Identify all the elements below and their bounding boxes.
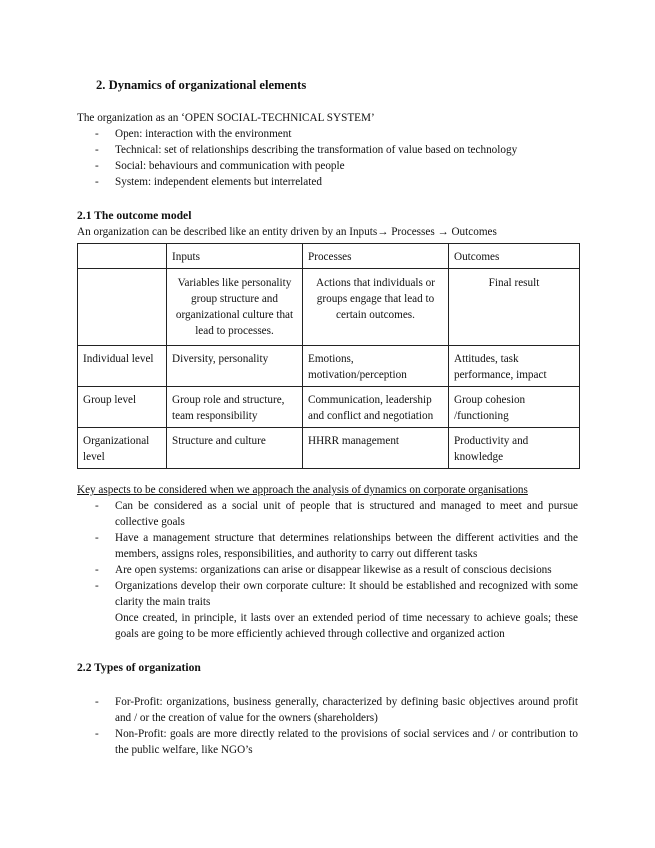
table-cell [78,269,167,346]
list-item: Non-Profit: goals are more directly related to the provisions of social services and / or contribution to the public welfare, like NGO’s [115,728,578,757]
section-title: 2. Dynamics of organizational elements [96,78,307,92]
bullet-dash: - [95,500,99,512]
table-header-cell: Processes [303,244,449,269]
list-item: For-Profit: organizations, business generally, characterized by defining basic objectives around profit and / or the creation of value for the owners (shareholders) [115,696,578,725]
bullet-dash: - [95,160,99,172]
table-row [78,428,580,469]
table-cell: Productivity and knowledge [449,428,580,469]
table-header-row [78,244,580,269]
outcome-model-description: An organization can be described like an entity driven by an Inputs→ Processes → Outcomes [77,226,497,238]
bullet-dash: - [95,564,99,576]
table-row [78,346,580,387]
list-item: Can be considered as a social unit of people that is structured and managed to meet and pursue collective goals [115,500,578,529]
table-cell: Actions that individuals or groups engage that lead to certain outcomes. [303,269,449,346]
list-item: Open: interaction with the environment [115,128,292,140]
list-item: Organizations develop their own corporate culture: It should be established and recognized with some clarity the main traits [115,580,578,609]
table-cell: HHRR management [303,428,449,469]
table-header-cell: Outcomes [449,244,580,269]
bullet-dash: - [95,176,99,188]
table-cell: Group level [78,387,167,428]
table-header-cell [78,244,167,269]
types-heading: 2.2 Types of organization [77,661,201,674]
list-item: System: independent elements but interrelated [115,176,322,188]
table-cell: Communication, leadership and conflict and negotiation [303,387,449,428]
table-row [78,269,580,346]
table-cell: Attitudes, task performance, impact [449,346,580,387]
table-header-cell: Inputs [167,244,303,269]
table-row [78,387,580,428]
table-cell: Emotions, motivation/perception [303,346,449,387]
table-cell: Final result [449,269,580,346]
table-cell: Structure and culture [167,428,303,469]
table-cell: Organizational level [78,428,167,469]
list-item: Technical: set of relationships describing the transformation of value based on technology [115,144,518,156]
bullet-dash: - [95,532,99,544]
key-aspects-heading: Key aspects to be considered when we approach the analysis of dynamics on corporate organisations [77,484,528,496]
bullet-dash: - [95,696,99,708]
list-item: Have a management structure that determines relationships between the different activities and the members, assigns roles, responsibilities, and authority to carry out different tasks [115,532,578,561]
key-aspects-note: Once created, in principle, it lasts over an extended period of time necessary to achieve goals; these goals are going to be more efficiently achieved through collective and organized action [115,612,578,641]
bullet-dash: - [95,728,99,740]
bullet-dash: - [95,580,99,592]
table-cell: Group role and structure, team responsibility [167,387,303,428]
list-item: Social: behaviours and communication with people [115,160,345,172]
table-cell: Variables like personality group structure and organizational culture that lead to processes. [167,269,303,346]
bullet-dash: - [95,144,99,156]
table-cell: Diversity, personality [167,346,303,387]
list-item: Are open systems: organizations can arise or disappear likewise as a result of conscious decisions [115,564,552,576]
bullet-dash: - [95,128,99,140]
outcome-model-table [77,243,580,469]
outcome-model-heading: 2.1 The outcome model [77,209,192,222]
table-cell: Group cohesion /functioning [449,387,580,428]
intro-text: The organization as an ‘OPEN SOCIAL-TECHNICAL SYSTEM’ [77,112,375,124]
table-cell: Individual level [78,346,167,387]
